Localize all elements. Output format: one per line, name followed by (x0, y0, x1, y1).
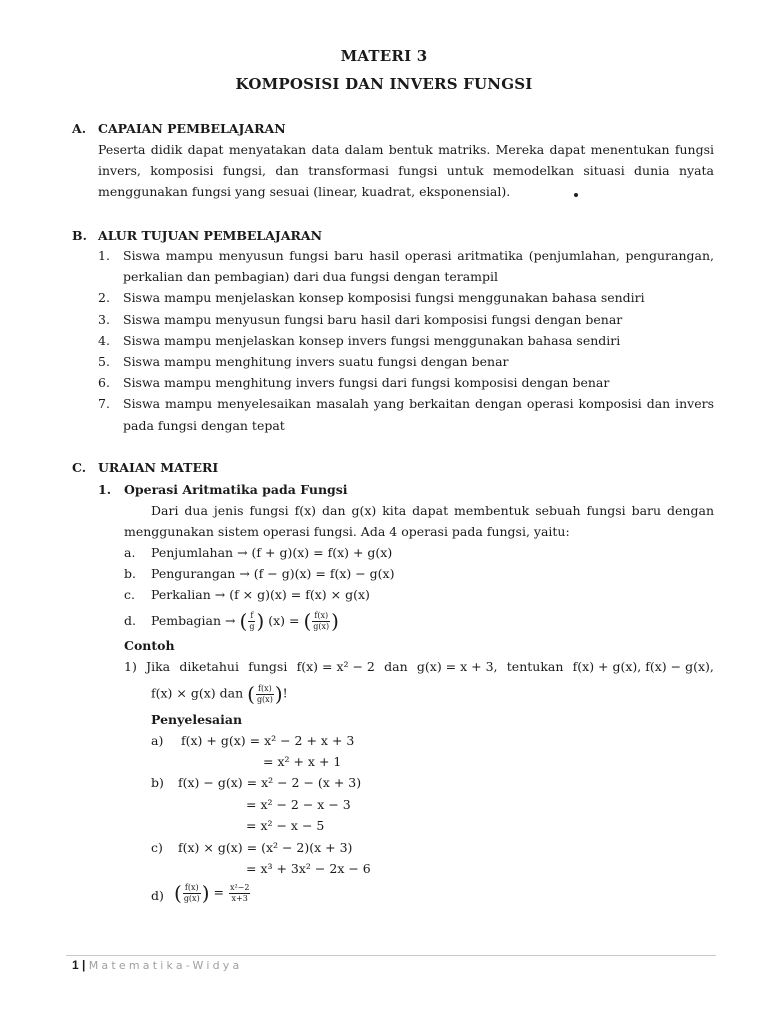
solution-b-line-1: f(x) − g(x) = x² − 2 − (x + 3) (178, 775, 362, 790)
list-item (98, 287, 714, 308)
operation-letter: c. (124, 587, 135, 603)
list-item-text: Siswa mampu menghitung invers suatu fungsi dengan benar (123, 354, 509, 370)
solution-d-line: ( $\frac{f(x)}{g(x)}$ ) = $\frac{\text{x²−2}}{x+3}$ (174, 881, 250, 905)
footer-text: Matematika-Widya (88, 959, 243, 972)
list-item-text: Siswa mampu menyelesaikan masalah yang berkaitan dengan operasi komposisi dan invers pada fungsi dengan tepat (123, 396, 714, 433)
solution-b-line-3: = x² − x − 5 (246, 818, 325, 833)
arrow-icon: → (214, 587, 226, 603)
operation-formula: (f − g)(x) = f(x) − g(x) (253, 566, 395, 582)
example-line-2-text: f(x) × g(x) dan (151, 685, 244, 701)
example-f: f(x) = x² − 2 (296, 659, 375, 674)
subsection-1-number: 1. (98, 482, 112, 497)
equals-sign: = (213, 884, 224, 900)
list-item (98, 309, 714, 330)
section-c-letter: C. (72, 460, 87, 475)
example-g: g(x) = x + 3, (416, 659, 498, 674)
list-item (98, 330, 714, 351)
fraction-fx-over-gx: $\frac{f(x)}{g(x)}$ (256, 683, 273, 704)
section-b-letter: B. (72, 228, 87, 243)
section-c-title: URAIAN MATERI (98, 460, 219, 475)
stray-dot (574, 193, 578, 197)
arrow-icon: → (237, 545, 248, 560)
subsection-1-heading (98, 482, 348, 497)
list-item (98, 351, 714, 372)
list-item (98, 245, 714, 287)
operation-formula-mid: (x) = (268, 612, 300, 628)
fraction-fx-over-gx: $\frac{f(x)}{g(x)}$ (183, 882, 200, 903)
list-item-number: 4. (98, 332, 110, 348)
fraction-fx-over-gx: $\frac{f(x)}{g(x)}$ (313, 610, 330, 631)
list-item-text: Siswa mampu menghitung invers fungsi dari fungsi komposisi dengan benar (123, 375, 610, 391)
footer-separator: | (82, 958, 86, 972)
page-footer (72, 958, 242, 972)
list-item-text: Siswa mampu menjelaskan konsep invers fungsi menggunakan bahasa sendiri (123, 332, 621, 348)
section-a-letter: A. (72, 121, 87, 136)
solution-d-label: d) (151, 888, 164, 903)
operation-label: Pengurangan (151, 566, 236, 582)
example-word: fungsi (248, 659, 288, 674)
arrow-icon: → (225, 612, 236, 628)
subsection-1-title: Operasi Aritmatika pada Fungsi (124, 482, 348, 497)
operation-item: d. Pembagian → ( $\frac{f}{g}$ ) (x) = ( $\frac{f(x)}{g(x)}$ ) (124, 608, 339, 633)
operation-letter: a. (124, 545, 136, 560)
operation-item (124, 563, 394, 584)
example-ops: f(x) + g(x), f(x) − g(x), (572, 659, 714, 674)
operation-label: Perkalian (151, 587, 211, 603)
list-item-text: Siswa mampu menjelaskan konsep komposisi fungsi menggunakan bahasa sendiri (123, 290, 645, 306)
operation-formula: (f × g)(x) = f(x) × g(x) (229, 587, 370, 603)
solution-a-line-1: f(x) + g(x) = x² − 2 + x + 3 (181, 733, 355, 748)
solution-b-label: b) (151, 775, 164, 790)
doc-subtitle: KOMPOSISI DAN INVERS FUNGSI (235, 75, 533, 93)
operation-label: Pembagian (151, 612, 222, 628)
example-word: diketahui (179, 659, 239, 674)
doc-title: MATERI 3 (340, 47, 428, 65)
operation-formula: (f + g)(x) = f(x) + g(x) (251, 545, 393, 560)
objectives-list (98, 245, 714, 436)
solution-a-line-2: = x² + x + 1 (263, 754, 342, 769)
example-number: 1) (124, 659, 137, 674)
fraction-f-over-g: $\frac{f}{g}$ (249, 610, 255, 631)
list-item-number: 7. (98, 396, 110, 412)
solution-c-line-2: = x³ + 3x² − 2x − 6 (246, 861, 371, 876)
page-number: 1 (72, 958, 79, 972)
example-line-2: f(x) × g(x) dan ( $\frac{f(x)}{g(x)}$ )! (151, 682, 288, 706)
solution-c-label: c) (151, 840, 163, 855)
list-item (98, 372, 714, 393)
example-word: dan (384, 659, 408, 674)
operation-label: Penjumlahan (151, 545, 234, 560)
list-item (98, 393, 714, 435)
solution-a-label: a) (151, 733, 164, 748)
operation-item (124, 584, 394, 605)
list-item-number: 1. (98, 248, 110, 263)
section-b-title: ALUR TUJUAN PEMBELAJARAN (98, 228, 323, 243)
list-item-text: Siswa mampu menyusun fungsi baru hasil dari komposisi fungsi dengan benar (123, 311, 623, 327)
solution-c-line-1: f(x) × g(x) = (x² − 2)(x + 3) (178, 840, 353, 855)
subsection-1-intro: Dari dua jenis fungsi f(x) dan g(x) kita dapat membentuk sebuah fungsi baru dengan menggunakan sistem operasi fungsi. Ada 4 operasi pada fungsi, yaitu: (124, 503, 714, 540)
example-word: tentukan (506, 659, 564, 674)
contoh-label: Contoh (124, 638, 175, 653)
section-a-text: Peserta didik dapat menyatakan data dalam bentuk matriks. Mereka dapat menentukan fungsi invers, komposisi fungsi, dan transformasi fungsi untuk memodelkan situasi dunia nyata menggunakan fungsi yang sesuai (linear, kuadrat, eksponensial). (98, 142, 714, 200)
operation-letter: b. (124, 566, 136, 582)
list-item-text: Siswa mampu menyusun fungsi baru hasil operasi aritmatika (penjumlahan, pengurangan, perkalian dan pembagian) dari dua fungsi dengan terampil (123, 248, 714, 285)
example-end: ! (282, 685, 288, 701)
footer-divider (66, 955, 716, 956)
section-c-heading (72, 460, 218, 475)
section-a-heading (72, 121, 286, 136)
operations-list (124, 542, 394, 638)
operation-item (124, 542, 394, 563)
list-item-number: 5. (98, 354, 110, 370)
list-item-number: 3. (98, 311, 110, 327)
list-item-number: 6. (98, 375, 110, 391)
example-word: Jika (146, 659, 171, 674)
example-line-1 (124, 659, 714, 674)
operation-letter: d. (124, 612, 136, 628)
penyelesaian-label: Penyelesaian (151, 712, 243, 727)
section-a-title: CAPAIAN PEMBELAJARAN (98, 121, 286, 136)
solution-b-line-2: = x² − 2 − x − 3 (246, 797, 351, 812)
fraction-result: $\frac{\text{x²−2}}{x+3}$ (229, 882, 250, 903)
list-item-number: 2. (98, 290, 110, 306)
section-b-heading (72, 228, 322, 243)
arrow-icon: → (239, 566, 250, 582)
